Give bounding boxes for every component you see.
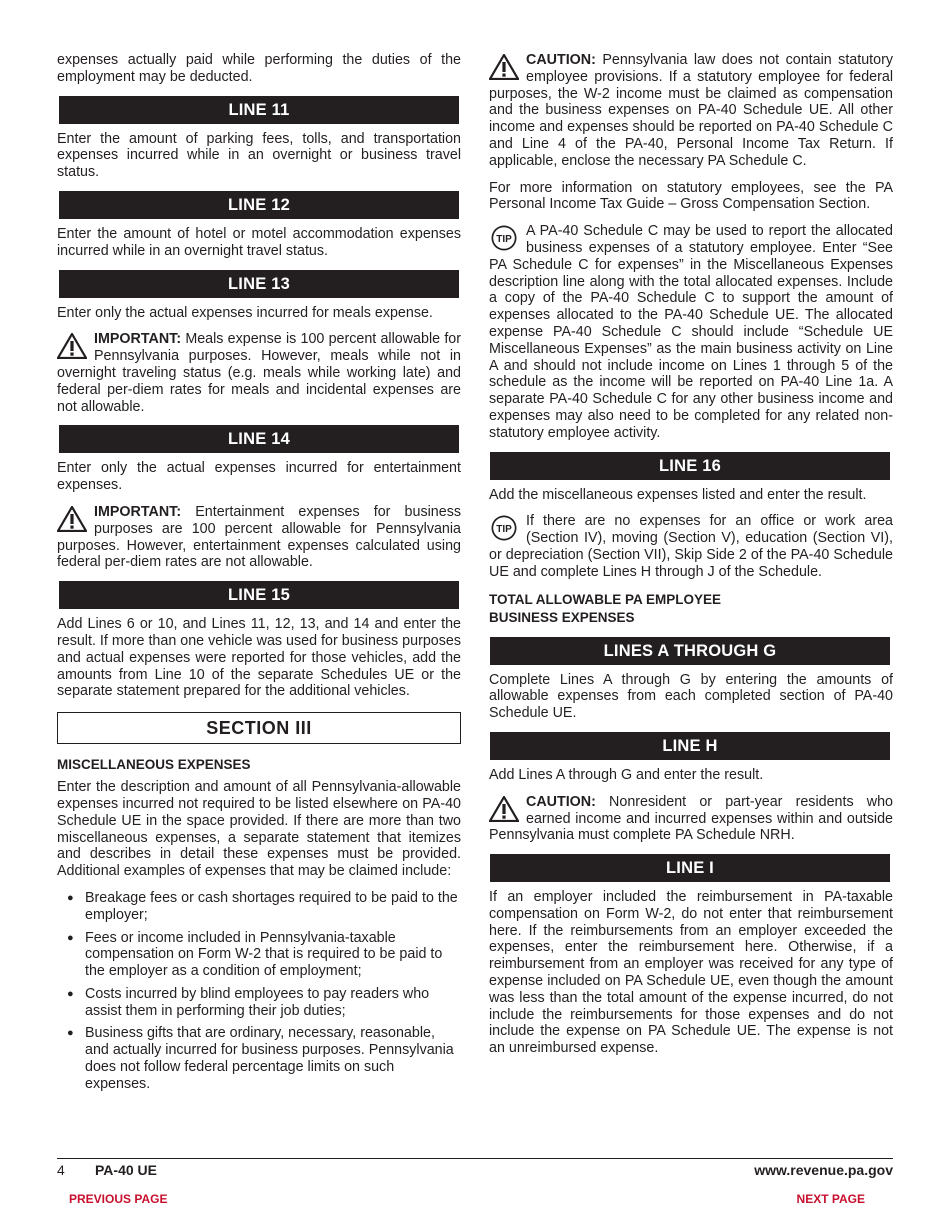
line-16-heading: LINE 16 bbox=[490, 452, 890, 480]
list-item: ● Fees or income included in Pennsylvania-taxable compensation on Form W-2 that is required to be paid to the employer as a condition of employment; bbox=[57, 930, 461, 980]
list-item: ● Business gifts that are ordinary, necessary, reasonable, and actually incurred for business purposes. Pennsylvania does not follow federal percentage limits on such expenses. bbox=[57, 1025, 461, 1092]
list-item: ● Costs incurred by blind employees to pay readers who assist them in performing their job duties; bbox=[57, 986, 461, 1020]
tip-icon bbox=[489, 515, 519, 546]
important-text: Entertainment expenses for business purposes are 100 percent allowable for Pennsylvania purposes. However, entertainment expenses calculated using federal per-diem rates are not allowable. bbox=[57, 503, 461, 571]
right-column bbox=[489, 52, 893, 1067]
intro-text: expenses actually paid while performing the duties of the employment may be deducted. bbox=[57, 52, 461, 85]
previous-page-link[interactable]: PREVIOUS PAGE bbox=[69, 1192, 168, 1206]
line-12-heading: LINE 12 bbox=[59, 191, 459, 219]
line-11-heading: LINE 11 bbox=[59, 96, 459, 124]
warning-icon bbox=[57, 506, 87, 537]
line-i-heading: LINE I bbox=[490, 854, 890, 882]
line-13-text: Enter only the actual expenses incurred for meals expense. bbox=[57, 304, 433, 321]
svg-text:TIP: TIP bbox=[496, 524, 512, 536]
line-16-text: Add the miscellaneous expenses listed and enter the result. bbox=[489, 486, 867, 503]
line-13-important-note bbox=[57, 331, 461, 415]
important-text: Meals expense is 100 percent allowable for Pennsylvania purposes. However, meals while not in overnight traveling status (e.g. meals while working late) and federal per-diem rates for meals and incidental expenses are not allowable. bbox=[57, 331, 461, 415]
line-13-heading: LINE 13 bbox=[59, 270, 459, 298]
line-16-tip bbox=[489, 513, 893, 580]
line-h-text: Add Lines A through G and enter the result. bbox=[489, 766, 764, 783]
caution-label: CAUTION: bbox=[526, 52, 596, 68]
lines-a-through-g-text: Complete Lines A through G by entering the amounts of allowable expenses from each completed section of PA-40 Schedule UE. bbox=[489, 671, 893, 722]
line-15-text: Add Lines 6 or 10, and Lines 11, 12, 13, and 14 and enter the result. If more than one vehicle was used for business purposes and actual expenses were reported for those vehicles, add the amounts from Line 10 of the separate Schedules UE or the separate statement prepared for the additional vehicles. bbox=[57, 616, 461, 700]
page-number: 4 bbox=[57, 1162, 65, 1178]
line-11-text: Enter the amount of parking fees, tolls, and transportation expenses incurred while in an overnight or business travel status. bbox=[57, 130, 461, 181]
important-label: IMPORTANT: bbox=[94, 331, 182, 348]
miscellaneous-expenses-subhead: MISCELLANEOUS EXPENSES bbox=[57, 757, 251, 773]
warning-icon bbox=[57, 333, 87, 364]
section-iii-heading: SECTION III bbox=[57, 712, 461, 744]
caution-text: Nonresident or part-year residents who earned income and incurred expenses within and outside Pennsylvania must complete PA Schedule NRH. bbox=[489, 793, 893, 844]
total-heading-line-1: TOTAL ALLOWABLE PA EMPLOYEE bbox=[489, 591, 722, 607]
section-iii-text: Enter the description and amount of all Pennsylvania-allowable expenses incurred not required to be listed elsewhere on PA-40 Schedule UE in the space provided. If there are more than two miscellaneous expenses, a separate statement that itemizes and describes in detail these expenses must be provided. Additional examples of expenses that may be claimed include: bbox=[57, 779, 461, 880]
important-label: IMPORTANT: bbox=[94, 503, 182, 520]
nonresident-caution-note bbox=[489, 794, 893, 844]
caution-label: CAUTION: bbox=[526, 793, 596, 810]
total-heading-line-2: BUSINESS EXPENSES bbox=[489, 609, 635, 625]
warning-icon bbox=[489, 54, 519, 85]
website-link[interactable]: www.revenue.pa.gov bbox=[754, 1162, 893, 1178]
total-allowable-heading bbox=[489, 591, 893, 627]
list-item: ● Breakage fees or cash shortages required to be paid to the employer; bbox=[57, 890, 461, 924]
line-14-text: Enter only the actual expenses incurred for entertainment expenses. bbox=[57, 460, 461, 494]
expense-examples-list bbox=[57, 890, 461, 1093]
warning-icon bbox=[489, 796, 519, 827]
footer-rule bbox=[57, 1158, 893, 1159]
line-15-heading: LINE 15 bbox=[59, 581, 459, 609]
lines-a-through-g-heading: LINES A THROUGH G bbox=[490, 637, 890, 665]
line-i-text: If an employer included the reimbursement in PA-taxable compensation on Form W-2, do not enter that reimbursement here. If the reimbursements from an employer exceeded the expenses, enter the reimbursement here. Otherwise, if a reimbursement from an employer was received for any type of expense included on PA Schedule UE, even though the amount was less than the total amount of the expense incurred, do not include the reimbursements for those expenses and do not include the expense on PA Schedule UE. The expense is not an unreimbursed expense. bbox=[489, 889, 893, 1057]
left-column bbox=[57, 52, 461, 1099]
caution-text: Pennsylvania law does not contain statutory employee provisions. If a statutory employee for federal purposes, the W-2 income must be claimed as compensation and the business expenses on PA-40 Schedule UE. All other income and expenses should be reported on PA-40 Schedule C and Line 4 of the PA-40, Personal Income Tax Return. If applicable, enclose the necessary PA Schedule C. bbox=[489, 52, 893, 169]
next-page-link[interactable]: NEXT PAGE bbox=[796, 1192, 865, 1206]
line-h-heading: LINE H bbox=[490, 732, 890, 760]
tip-icon bbox=[489, 225, 519, 256]
statutory-caution-note bbox=[489, 52, 893, 170]
tip-text: A PA-40 Schedule C may be used to report the allocated business expenses of a statutory employee. Enter “See PA Schedule C for expenses” in the Miscellaneous Expenses description line along with the total allocated expenses. Include a copy of the PA-40 Schedule C to support the amount of expenses allocated to the PA-40 Schedule UE. The allocated expense PA-40 Schedule C should include “Schedule UE Miscellaneous Expenses” as the main business activity on Line A and should not include income on Lines 1 through 5 of the schedule as the income will be reported on PA-40 Line 1a. A separate PA-40 Schedule C for any other business income and expenses may also need to be completed for any related non-statutory employee activity. bbox=[489, 223, 893, 441]
more-info-text: For more information on statutory employees, see the PA Personal Income Tax Guide – Gross Compensation Section. bbox=[489, 179, 893, 213]
line-14-important-note bbox=[57, 504, 461, 571]
tip-text: If there are no expenses for an office or work area (Section IV), moving (Section V), education (Section VI), or depreciation (Section VII), Skip Side 2 of the PA-40 Schedule UE and complete Lines H through J of the Schedule. bbox=[489, 513, 893, 580]
form-name: PA-40 UE bbox=[95, 1162, 157, 1178]
line-14-heading: LINE 14 bbox=[59, 425, 459, 453]
line-12-text: Enter the amount of hotel or motel accommodation expenses incurred while in an overnight travel status. bbox=[57, 225, 461, 259]
svg-text:TIP: TIP bbox=[496, 234, 512, 246]
schedule-c-tip bbox=[489, 223, 893, 441]
